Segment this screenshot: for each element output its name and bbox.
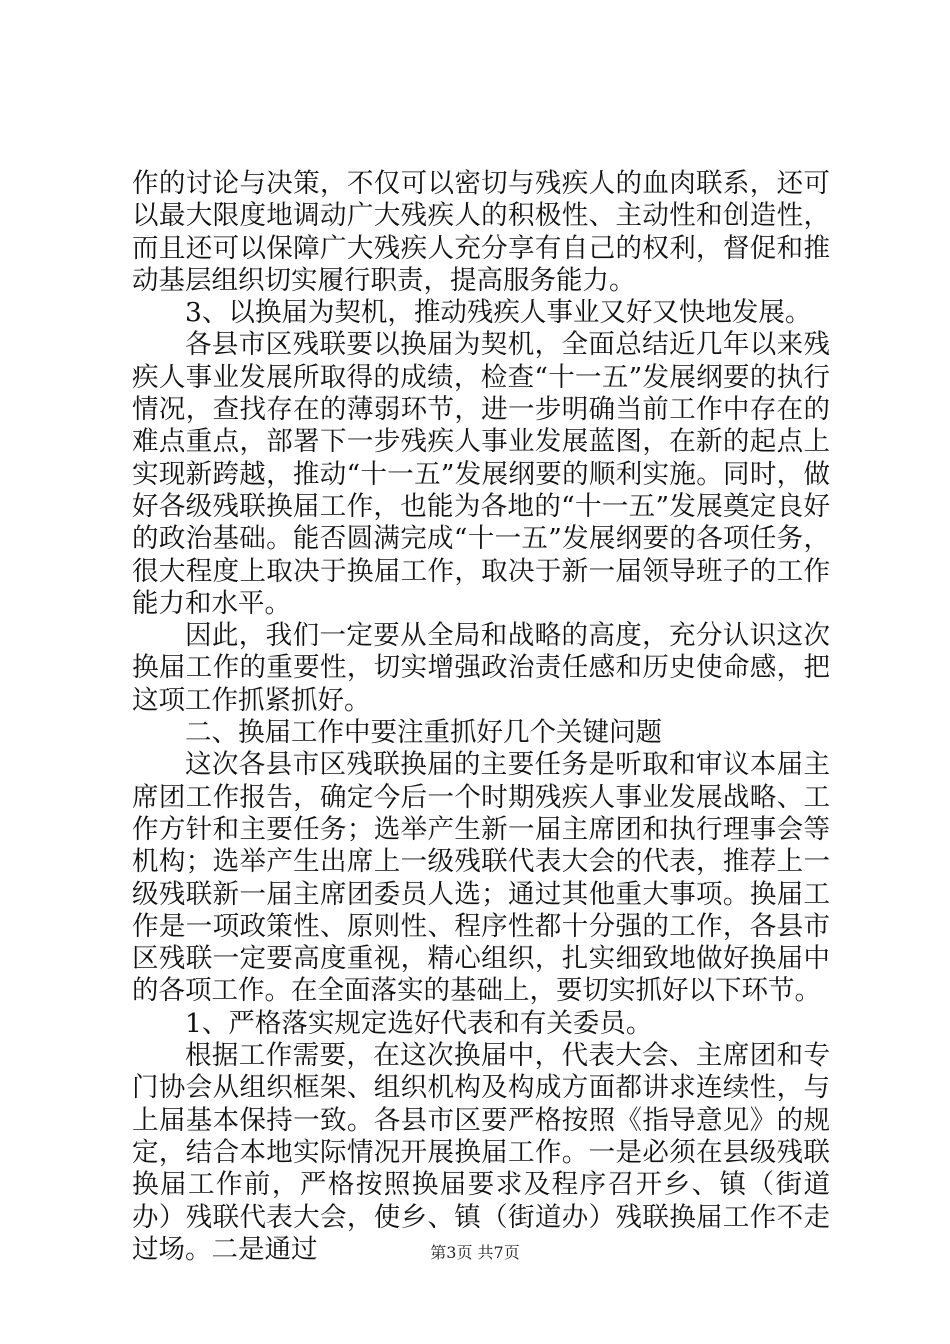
document-body [132,168,830,1266]
paragraph-3: 各县市区残联要以换届为契机，全面总结近几年以来残疾人事业发展所取得的成绩，检查“十一五”发展纲要的执行情况，查找存在的薄弱环节，进一步明确当前工作中存在的难点重点，部署下一步残疾人事业发展蓝图，在新的起点上实现新跨越，推动“十一五”发展纲要的顺利实施。同时，做好各级残联换届工作，也能为各地的“十一五”发展奠定良好的政治基础。能否圆满完成“十一五”发展纲要的各项任务，很大程度上取决于换届工作，取决于新一届领导班子的工作能力和水平。 [132,329,830,619]
paragraph-5: 这次各县市区残联换届的主要任务是听取和审议本届主席团工作报告，确定今后一个时期残疾人事业发展战略、工作方针和主要任务；选举产生新一届主席团和执行理事会等机构；选举产生出席上一级残联代表大会的代表，推荐上一级残联新一届主席团委员人选；通过其他重大事项。换届工作是一项政策性、原则性、程序性都十分强的工作，各县市区残联一定要高度重视，精心组织，扎实细致地做好换届中的各项工作。在全面落实的基础上，要切实抓好以下环节。 [132,749,830,1007]
paragraph-1: 作的讨论与决策，不仅可以密切与残疾人的血肉联系，还可以最大限度地调动广大残疾人的积极性、主动性和创造性，而且还可以保障广大残疾人充分享有自己的权利，督促和推动基层组织切实履行职责，提高服务能力。 [132,168,830,296]
subsection-heading: 1、严格落实规定选好代表和有关委员。 [185,1007,653,1039]
section-heading: 二、换届工作中要注重抓好几个关键问题 [185,717,662,749]
page-footer: 第3页 共7页 [430,1243,520,1262]
paragraph-2: 3、以换届为契机，推动残疾人事业又好又快地发展。 [185,297,812,329]
paragraph-6: 根据工作需要，在这次换届中，代表大会、主席团和专门协会从组织框架、组织机构及构成方面都讲求连续性，与上届基本保持一致。各县市区要严格按照《指导意见》的规定，结合本地实际情况开展换届工作。一是必须在县级残联换届工作前，严格按照换届要求及程序召开乡、镇（街道办）残联代表大会，使乡、镇（街道办）残联换届工作不走过场。二是通过 [132,1040,830,1265]
paragraph-4: 因此，我们一定要从全局和战略的高度，充分认识这次换届工作的重要性，切实增强政治责任感和历史使命感，把这项工作抓紧抓好。 [132,620,830,716]
